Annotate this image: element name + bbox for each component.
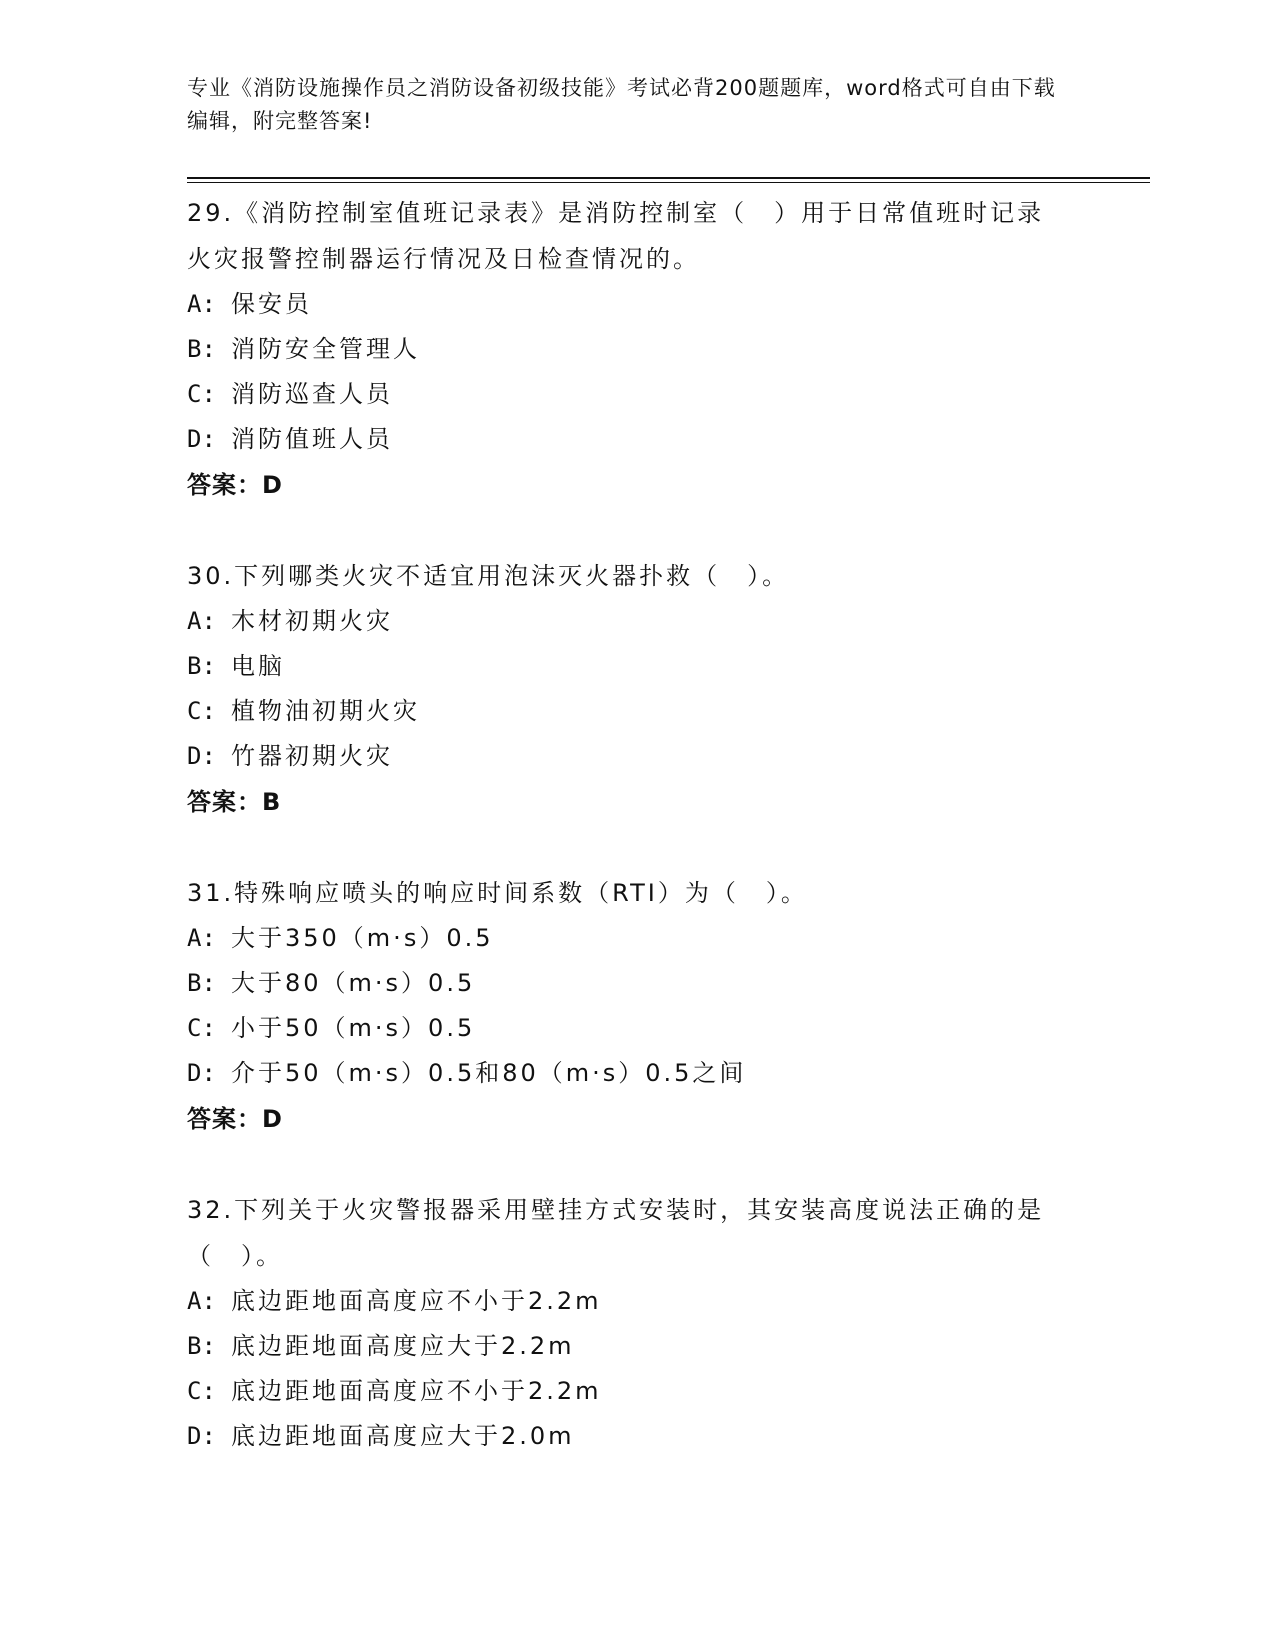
option-c (187, 1369, 1087, 1414)
option-key: B: (187, 335, 216, 363)
answer-line: 答案：B (187, 788, 282, 816)
option-b (187, 327, 1087, 372)
option-d (187, 1051, 1087, 1096)
option-c (187, 1006, 1087, 1051)
option-key: A: (187, 290, 216, 318)
option-d (187, 1414, 1087, 1459)
option-text: 保安员 (231, 290, 312, 318)
option-a (187, 282, 1087, 327)
option-b (187, 1324, 1087, 1369)
option-d (187, 734, 1087, 779)
option-text: 大于350（m·s）0.5 (231, 924, 494, 952)
option-key: A: (187, 1287, 216, 1315)
option-text: 小于50（m·s）0.5 (231, 1014, 476, 1042)
option-text: 木材初期火灾 (231, 607, 393, 635)
option-text: 底边距地面高度应大于2.0m (231, 1422, 575, 1450)
option-text: 消防巡查人员 (231, 380, 393, 408)
question-32 (187, 1187, 1087, 1459)
header-rule-thick (187, 177, 1150, 179)
option-a (187, 599, 1087, 644)
option-key: B: (187, 652, 216, 680)
option-key: C: (187, 697, 216, 725)
option-b (187, 961, 1087, 1006)
option-text: 介于50（m·s）0.5和80（m·s）0.5之间 (231, 1059, 747, 1087)
option-key: D: (187, 742, 216, 770)
option-key: C: (187, 1014, 216, 1042)
header-rule-thin (187, 182, 1150, 183)
option-key: A: (187, 607, 216, 635)
answer-line: 答案：D (187, 1105, 283, 1133)
question-29 (187, 190, 1087, 508)
option-key: B: (187, 1332, 216, 1360)
option-text: 大于80（m·s）0.5 (231, 969, 476, 997)
option-text: 竹器初期火灾 (231, 742, 393, 770)
option-key: D: (187, 425, 216, 453)
option-d (187, 417, 1087, 462)
option-text: 底边距地面高度应不小于2.2m (231, 1377, 602, 1405)
option-a (187, 916, 1087, 961)
question-list (187, 190, 1087, 1504)
option-c (187, 372, 1087, 417)
question-30 (187, 553, 1087, 825)
option-key: A: (187, 924, 216, 952)
option-key: C: (187, 1377, 216, 1405)
option-c (187, 689, 1087, 734)
question-text: 32.下列关于火灾警报器采用壁挂方式安装时，其安装高度说法正确的是（ ）。 (187, 1196, 1045, 1270)
option-key: D: (187, 1422, 216, 1450)
question-text: 31.特殊响应喷头的响应时间系数（RTI）为（ ）。 (187, 879, 808, 907)
option-text: 消防值班人员 (231, 425, 393, 453)
option-text: 消防安全管理人 (231, 335, 420, 363)
option-key: B: (187, 969, 216, 997)
option-a (187, 1279, 1087, 1324)
answer-line: 答案：D (187, 471, 283, 499)
option-text: 底边距地面高度应不小于2.2m (231, 1287, 602, 1315)
question-text: 30.下列哪类火灾不适宜用泡沫灭火器扑救（ ）。 (187, 562, 790, 590)
option-text: 植物油初期火灾 (231, 697, 420, 725)
option-text: 底边距地面高度应大于2.2m (231, 1332, 575, 1360)
option-key: D: (187, 1059, 216, 1087)
option-text: 电脑 (231, 652, 285, 680)
option-b (187, 644, 1087, 689)
document-header: 专业《消防设施操作员之消防设备初级技能》考试必背200题题库，word格式可自由下载编辑，附完整答案! (187, 76, 1056, 133)
question-31 (187, 870, 1087, 1142)
question-text: 29.《消防控制室值班记录表》是消防控制室（ ）用于日常值班时记录火灾报警控制器运行情况及日检查情况的。 (187, 199, 1045, 273)
option-key: C: (187, 380, 216, 408)
